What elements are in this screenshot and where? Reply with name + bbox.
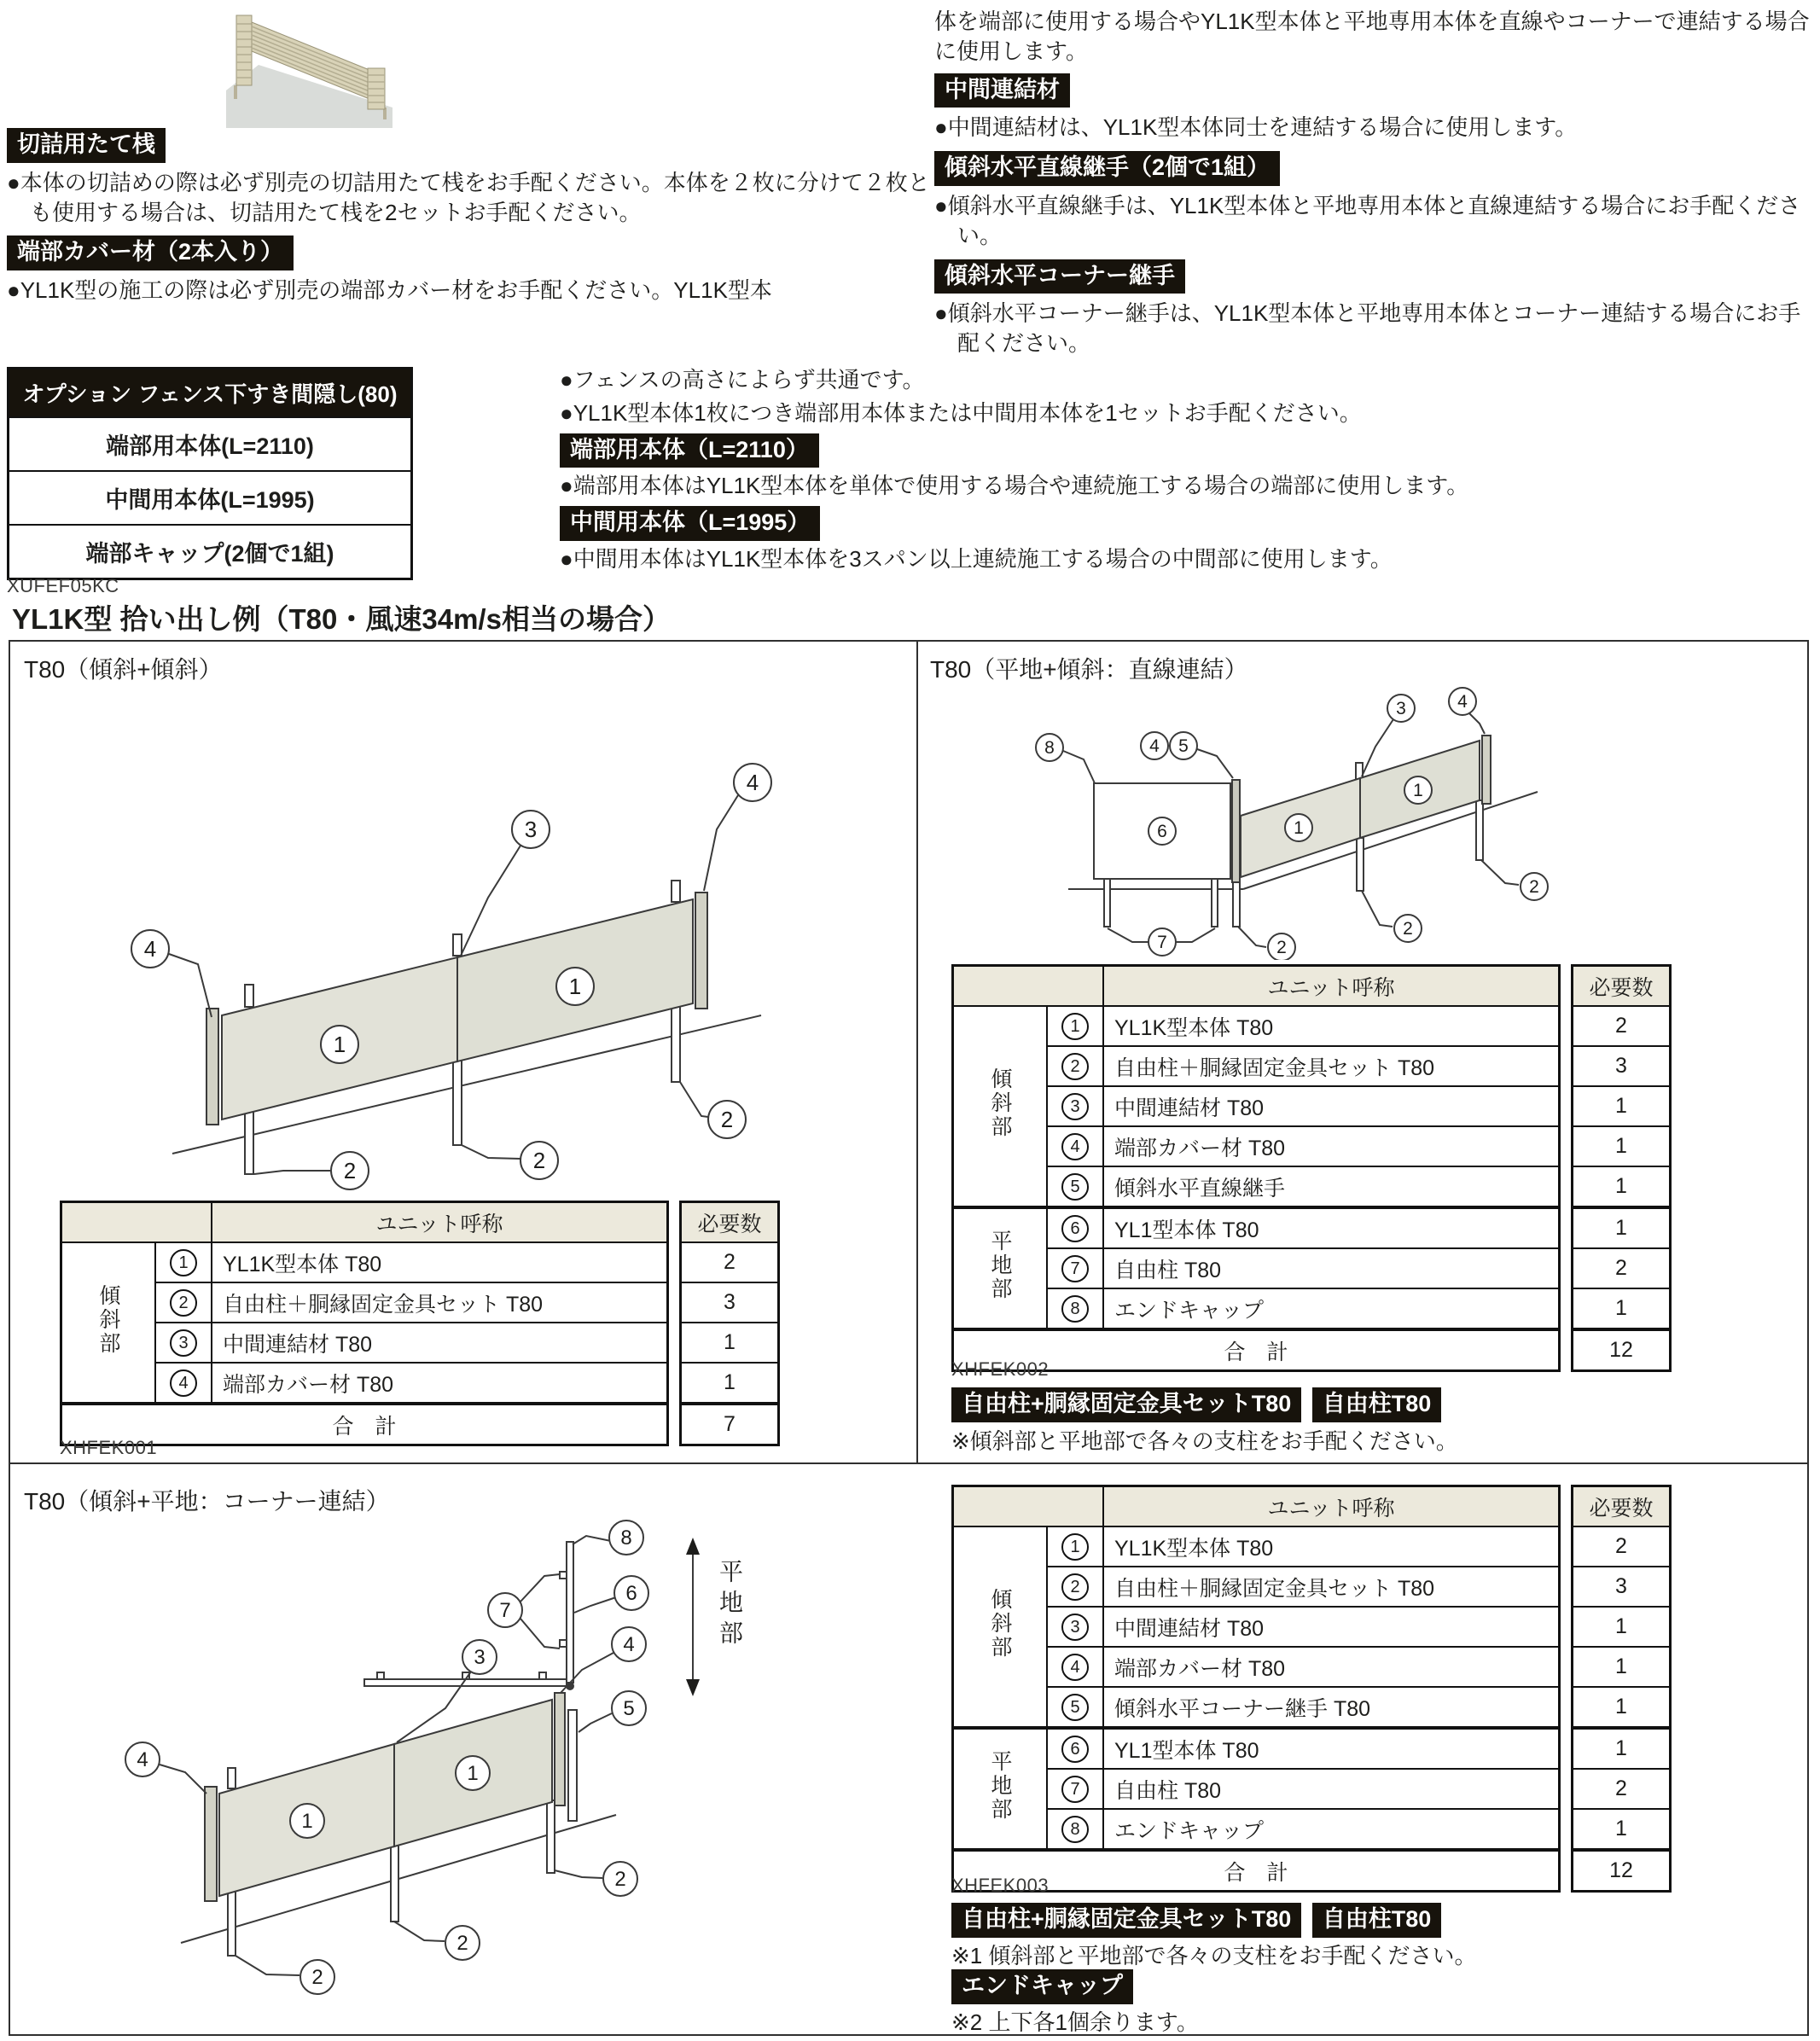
top-left-column — [7, 126, 930, 312]
circled-number: 2 — [170, 1289, 197, 1317]
bom-item-name: 端部カバー材 T80 — [1103, 1647, 1560, 1687]
badge-keisha-corner-tsugite: 傾斜水平コーナー継手 — [934, 259, 1185, 294]
callout-3: 3 — [1396, 699, 1406, 718]
callout-1-panel1: 1 — [1294, 818, 1304, 838]
bom-item-qty: 2 — [1573, 1769, 1671, 1809]
options-notes-column — [560, 365, 1816, 574]
circled-number: 3 — [170, 1329, 197, 1357]
diagram-a-code: XHFEK001 — [60, 1437, 158, 1458]
bom-item-number — [155, 1242, 212, 1282]
bom-item-qty: 2 — [1573, 1248, 1671, 1288]
panel-c-endcap-badge-wrap — [951, 1968, 1133, 2006]
circled-number: 4 — [1061, 1133, 1089, 1160]
bom-total-label: 合 計 — [61, 1404, 668, 1445]
callout-4-joint: 4 — [1149, 736, 1160, 756]
fence-photo-illustration — [226, 3, 392, 128]
callout-8: 8 — [1044, 738, 1055, 758]
bom-col-required-qty: 必要数 — [1573, 1486, 1671, 1527]
bom-col-unit-name: ユニット呼称 — [1103, 966, 1560, 1007]
bom-table-a — [60, 1201, 780, 1446]
panel-b-note: ※傾斜部と平地部で各々の支柱をお手配ください。 — [951, 1428, 1458, 1454]
panel-c-title: T80（傾斜+平地：コーナー連結） — [24, 1488, 390, 1515]
bom-item-qty: 1 — [1573, 1166, 1671, 1207]
badge-kiritsume-tatezan: 切詰用たて桟 — [7, 128, 166, 163]
callout-2-post1: 2 — [311, 1966, 323, 1989]
bom-item-name: 自由柱＋胴縁固定金具セット T80 — [1103, 1046, 1560, 1086]
circled-number: 5 — [1061, 1694, 1089, 1721]
bom-item-name: YL1K型本体 T80 — [1103, 1006, 1560, 1046]
panel-b-title: T80（平地+傾斜：直線連結） — [930, 656, 1248, 683]
bom-item-number — [1047, 1046, 1103, 1086]
badge-jiyubashira-set: 自由柱+胴縁固定金具セットT80 — [951, 1387, 1301, 1422]
bom-item-number — [1047, 1728, 1103, 1769]
callout-2-post3: 2 — [720, 1107, 734, 1132]
bom-item-number — [1047, 1526, 1103, 1567]
bom-item-number — [1047, 1809, 1103, 1850]
bom-item-number — [1047, 1567, 1103, 1607]
circled-number: 3 — [1061, 1093, 1089, 1120]
options-table-title: オプション フェンス下すき間隠し(80) — [9, 369, 410, 416]
callout-7-flat-posts: 7 — [1157, 933, 1167, 952]
panel-c-note-1: ※1 傾斜部と平地部で各々の支柱をお手配ください。 — [951, 1943, 1477, 1968]
bom-item-name: 中間連結材 T80 — [1103, 1607, 1560, 1647]
circled-number: 7 — [1061, 1255, 1089, 1282]
badge-tanbu-honbai: 端部用本体（L=2110） — [560, 433, 819, 468]
bom-item-number — [1047, 1248, 1103, 1288]
bom-group-label: 傾斜部 — [953, 1006, 1048, 1207]
panel-b-badges — [951, 1386, 1441, 1424]
bom-item-qty: 1 — [1573, 1809, 1671, 1850]
options-row-chukan-honbai: 中間用本体(L=1995) — [9, 470, 410, 524]
circled-number: 2 — [1061, 1053, 1089, 1080]
bom-item-qty: 1 — [1573, 1728, 1671, 1769]
bom-group-label: 平地部 — [953, 1207, 1048, 1329]
bom-item-qty: 1 — [1573, 1126, 1671, 1166]
bom-item-name: 自由柱＋胴縁固定金具セット T80 — [1103, 1567, 1560, 1607]
bom-total-qty: 7 — [681, 1404, 779, 1445]
product-photo — [226, 3, 392, 128]
bom-item-qty: 1 — [1573, 1288, 1671, 1329]
bom-item-number — [155, 1282, 212, 1323]
bom-item-qty: 2 — [1573, 1526, 1671, 1567]
callout-2-post3: 2 — [614, 1868, 626, 1891]
bom-item-number — [1047, 1607, 1103, 1647]
panel-divider-vertical — [916, 642, 918, 1462]
panel-divider-horizontal — [10, 1462, 1807, 1464]
callout-2-post1: 2 — [1276, 938, 1287, 957]
callout-5: 5 — [623, 1697, 635, 1720]
callout-1-panel1: 1 — [333, 1032, 346, 1057]
callout-3: 3 — [474, 1646, 486, 1669]
bom-item-number — [1047, 1647, 1103, 1687]
circled-number: 1 — [1061, 1533, 1089, 1561]
kiritsume-note: ●本体の切詰めの際は必ず別売の切詰用たて桟をお手配ください。本体を２枚に分けて２枚とも使用する場合は、切詰用たて桟を2セットお手配ください。 — [7, 169, 930, 225]
callout-7: 7 — [499, 1599, 511, 1622]
bom-item-name: 傾斜水平コーナー継手 T80 — [1103, 1687, 1560, 1728]
bom-item-name: YL1型本体 T80 — [1103, 1728, 1560, 1769]
keisha-corner-tsugite-note: ●傾斜水平コーナー継手は、YL1K型本体と平地専用本体とコーナー連結する場合にお手配ください。 — [934, 300, 1801, 357]
callout-2-post2: 2 — [1403, 919, 1413, 939]
bom-total-label: 合 計 — [953, 1329, 1560, 1371]
circled-number: 7 — [1061, 1776, 1089, 1803]
options-bullet-1: ●フェンスの高さによらず共通です。 — [560, 367, 925, 392]
bom-total-qty: 12 — [1573, 1850, 1671, 1892]
callout-4-right: 4 — [1457, 692, 1468, 712]
chukan-renketsuzai-note: ●中間連結材は、YL1K型本体同士を連結する場合に使用します。 — [934, 114, 1578, 141]
bom-item-name: 中間連結材 T80 — [212, 1323, 668, 1363]
panel-a-title: T80（傾斜+傾斜） — [24, 656, 223, 683]
bom-item-qty: 1 — [1573, 1607, 1671, 1647]
bom-item-name: YL1K型本体 T80 — [1103, 1526, 1560, 1567]
bom-col-unit-name: ユニット呼称 — [1103, 1486, 1560, 1527]
bom-item-qty: 2 — [681, 1242, 779, 1282]
bom-group-label: 傾斜部 — [61, 1242, 156, 1404]
callout-1-panel1: 1 — [301, 1810, 313, 1833]
bom-item-number — [1047, 1126, 1103, 1166]
bom-item-name: 自由柱 T80 — [1103, 1769, 1560, 1809]
bom-item-number — [1047, 1769, 1103, 1809]
callout-1-panel2: 1 — [467, 1762, 479, 1785]
callout-3: 3 — [524, 817, 538, 842]
bom-item-qty: 1 — [681, 1323, 779, 1363]
callout-2-post2: 2 — [532, 1148, 546, 1173]
circled-number: 4 — [1061, 1654, 1089, 1681]
callout-1-panel2: 1 — [568, 974, 582, 999]
tanbu-cover-note: ●YL1K型の施工の際は必ず別売の端部カバー材をお手配ください。YL1K型本 — [7, 277, 772, 304]
bom-item-number — [1047, 1006, 1103, 1046]
bom-item-qty: 1 — [1573, 1086, 1671, 1126]
badge-jiyubashira: 自由柱T80 — [1312, 1387, 1442, 1422]
badge-jiyubashira-c: 自由柱T80 — [1312, 1903, 1442, 1938]
bom-item-qty: 1 — [1573, 1647, 1671, 1687]
bom-item-name: 自由柱 T80 — [1103, 1248, 1560, 1288]
bom-item-number — [1047, 1207, 1103, 1248]
bom-table-b — [951, 964, 1672, 1372]
bom-item-number — [1047, 1288, 1103, 1329]
bom-item-name: 傾斜水平直線継手 — [1103, 1166, 1560, 1207]
badge-tanbu-cover: 端部カバー材（2本入り） — [7, 236, 294, 270]
badge-jiyubashira-set-c: 自由柱+胴縁固定金具セットT80 — [951, 1903, 1301, 1938]
options-code: XUFEF05KC — [7, 575, 119, 596]
bom-item-name: YL1K型本体 T80 — [212, 1242, 668, 1282]
bom-item-number — [1047, 1687, 1103, 1728]
bom-table-c — [951, 1485, 1672, 1893]
bom-total-label: 合 計 — [953, 1850, 1560, 1892]
bom-corner-cell — [953, 1486, 1104, 1527]
callout-5-joint: 5 — [1178, 736, 1189, 756]
diagram-slope-flat-corner — [61, 1512, 881, 2024]
bom-item-qty: 1 — [681, 1363, 779, 1404]
callout-4-left: 4 — [137, 1748, 148, 1771]
top-right-column — [934, 5, 1815, 365]
circled-number: 1 — [170, 1249, 197, 1276]
tanbu-honbai-note: ●端部用本体はYL1K型本体を単体で使用する場合や連続施工する場合の端部に使用します。 — [560, 473, 1469, 499]
diagram-c-code: XHFEK003 — [951, 1875, 1050, 1896]
circled-number: 6 — [1061, 1736, 1089, 1763]
callout-4-right: 4 — [623, 1633, 635, 1656]
callout-6: 6 — [625, 1582, 637, 1605]
circled-number: 8 — [1061, 1295, 1089, 1323]
circled-number: 1 — [1061, 1013, 1089, 1040]
bom-item-name: エンドキャップ — [1103, 1288, 1560, 1329]
bom-item-qty: 1 — [1573, 1207, 1671, 1248]
bom-group-label: 傾斜部 — [953, 1526, 1048, 1728]
bom-item-name: 自由柱＋胴縁固定金具セット T80 — [212, 1282, 668, 1323]
options-bullet-2: ●YL1K型本体1枚につき端部用本体または中間用本体を1セットお手配ください。 — [560, 399, 1362, 426]
bom-item-name: エンドキャップ — [1103, 1809, 1560, 1850]
options-row-tanbu-honbai: 端部用本体(L=2110) — [9, 416, 410, 470]
chukan-honbai-note: ●中間用本体はYL1K型本体を3スパン以上連続施工する場合の中間部に使用します。 — [560, 545, 1393, 572]
diagram-slope-slope — [78, 693, 898, 1196]
bom-group-label: 平地部 — [953, 1728, 1048, 1850]
bom-item-qty: 3 — [1573, 1046, 1671, 1086]
callout-2-post3: 2 — [1529, 877, 1539, 897]
badge-chukan-honbai: 中間用本体（L=1995） — [560, 506, 820, 541]
bom-total-qty: 12 — [1573, 1329, 1671, 1371]
bom-item-qty: 3 — [681, 1282, 779, 1323]
circled-number: 4 — [170, 1369, 197, 1397]
bom-item-number — [1047, 1086, 1103, 1126]
options-row-tanbu-cap: 端部キャップ(2個で1組) — [9, 524, 410, 578]
callout-8: 8 — [620, 1526, 632, 1550]
bom-item-qty: 2 — [1573, 1006, 1671, 1046]
circled-number: 6 — [1061, 1215, 1089, 1242]
callout-4-right: 4 — [746, 770, 759, 795]
diagram-flat-slope-straight — [940, 674, 1794, 960]
tanbu-cover-note-continued: 体を端部に使用する場合やYL1K型本体と平地専用本体を直線やコーナーで連結する場合に使用します。 — [934, 9, 1810, 64]
circled-number: 3 — [1061, 1614, 1089, 1641]
section-title: YL1K型 拾い出し例（T80・風速34m/s相当の場合） — [12, 603, 671, 635]
bom-corner-cell — [953, 966, 1104, 1007]
callout-2-post1: 2 — [343, 1158, 357, 1183]
panel-c-badges — [951, 1901, 1441, 1939]
bom-col-unit-name: ユニット呼称 — [212, 1202, 668, 1243]
bom-col-required-qty: 必要数 — [681, 1202, 779, 1243]
callout-4-left: 4 — [143, 936, 157, 962]
callout-6-flat-panel: 6 — [1157, 822, 1167, 841]
bom-item-number — [155, 1363, 212, 1404]
diagram-b-code: XHFEK002 — [951, 1358, 1050, 1380]
bom-item-name: 端部カバー材 T80 — [1103, 1126, 1560, 1166]
circled-number: 5 — [1061, 1173, 1089, 1201]
callout-2-post2: 2 — [456, 1932, 468, 1955]
badge-keisha-chokusen-tsugite: 傾斜水平直線継手（2個で1組） — [934, 151, 1280, 186]
options-table — [7, 367, 413, 580]
bom-item-name: YL1型本体 T80 — [1103, 1207, 1560, 1248]
bom-item-number — [1047, 1166, 1103, 1207]
panel-c-note-2: ※2 上下各1個余ります。 — [951, 2009, 1199, 2035]
examples-box — [9, 640, 1809, 2036]
bom-corner-cell — [61, 1202, 212, 1243]
circled-number: 2 — [1061, 1573, 1089, 1601]
bom-item-name: 中間連結材 T80 — [1103, 1086, 1560, 1126]
plan-view-flat-section-label: 平地部 — [717, 1559, 743, 1651]
callout-1-panel2: 1 — [1413, 781, 1423, 800]
circled-number: 8 — [1061, 1816, 1089, 1843]
bom-item-name: 端部カバー材 T80 — [212, 1363, 668, 1404]
badge-endcap: エンドキャップ — [951, 1969, 1133, 2004]
bom-col-required-qty: 必要数 — [1573, 966, 1671, 1007]
keisha-chokusen-tsugite-note: ●傾斜水平直線継手は、YL1K型本体と平地専用本体と直線連結する場合にお手配ください。 — [934, 192, 1801, 248]
bom-item-qty: 1 — [1573, 1687, 1671, 1728]
bom-item-number — [155, 1323, 212, 1363]
badge-chukan-renketsuzai: 中間連結材 — [934, 73, 1070, 108]
bom-item-qty: 3 — [1573, 1567, 1671, 1607]
